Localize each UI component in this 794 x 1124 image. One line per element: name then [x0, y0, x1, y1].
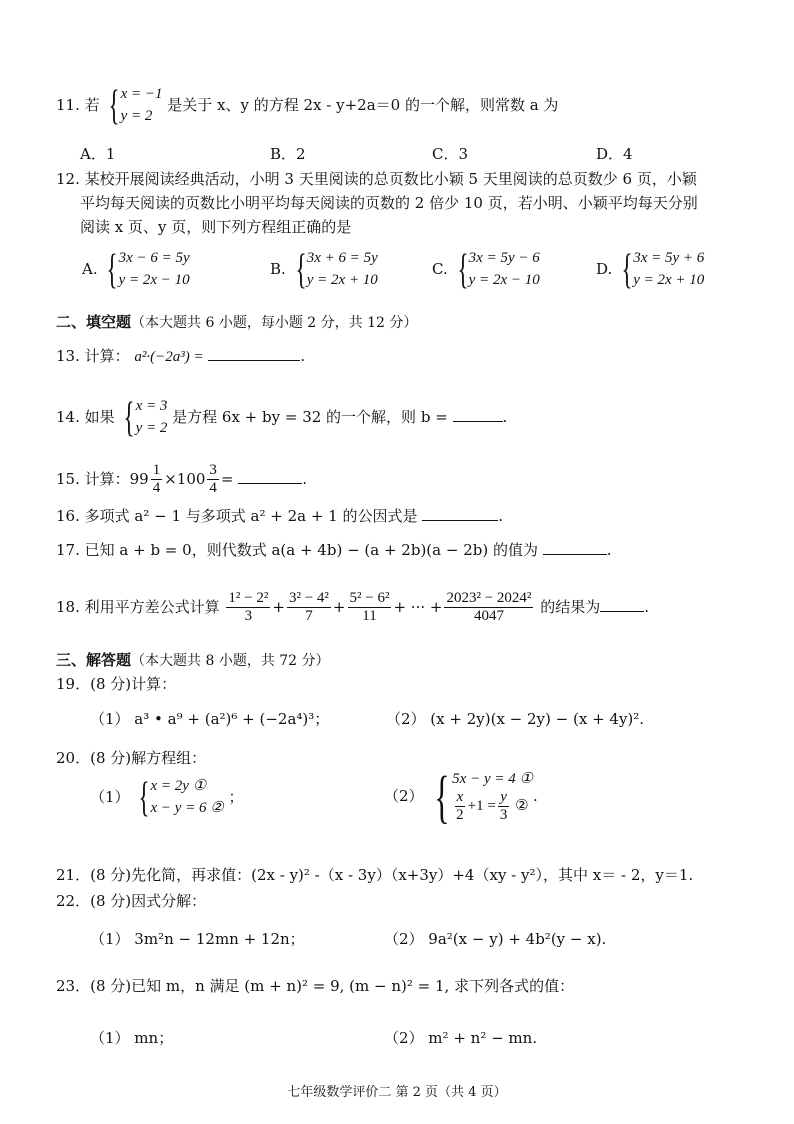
section2-heading	[56, 313, 417, 332]
q18-f1-num: 1² − 2²	[226, 590, 270, 608]
q15-fraction-2	[207, 462, 219, 498]
q14: 14. 如果 { x = 3 y = 2 是方程 6x + by = 32 的一个解，则 b = .	[56, 394, 508, 441]
q23-part1: （1） mn；	[90, 1029, 174, 1047]
section3-heading	[56, 651, 330, 670]
q15-equals: =	[220, 469, 234, 488]
q11-system: { x = −1 y = 2	[108, 82, 163, 129]
q12-option-b	[270, 248, 378, 292]
q18-fraction-4	[444, 590, 533, 626]
q13-prefix: 13. 计算：	[56, 347, 130, 365]
q12-option-c-system: { 3x = 5y − 6 y = 2x − 10	[457, 246, 540, 293]
section3-title: 三、解答题	[56, 651, 132, 669]
page-footer: 七年级数学评价二 第 2 页（共 4 页）	[287, 1085, 507, 1100]
q20-part1	[90, 776, 244, 820]
q15-f1-den: 4	[152, 480, 161, 497]
q15-f1-num: 1	[151, 462, 163, 480]
q16-text: 16. 多项式 a² − 1 与多项式 a² + 2a + 1 的公因式是	[56, 507, 418, 525]
q20-part1-system: { x = 2y ① x − y = 6 ②	[138, 774, 224, 821]
q12-a-eq1: 3x − 6 = 5y	[118, 250, 190, 266]
q15-fraction-1	[151, 462, 163, 498]
q15-mid: ×100	[164, 469, 206, 488]
q20-p1-eq1: x = 2y ①	[150, 778, 207, 794]
q23-head: 23．(8 分)已知 m，n 满足 (m + n)² = 9, (m − n)² = 1, 求下列各式的值：	[56, 977, 575, 995]
q11-option-a: A．1	[80, 145, 116, 163]
q11-text: 是关于 x、y 的方程 2x - y+2a＝0 的一个解，则常数 a 为	[167, 95, 559, 114]
q15-prefix: 15. 计算：99	[56, 469, 149, 488]
q12-line2: 平均每天阅读的页数比小明平均每天阅读的页数的 2 倍少 10 页，若小明、小颖平均每天分别	[80, 194, 698, 212]
q12-option-b-system: { 3x + 6 = 5y y = 2x + 10	[295, 246, 378, 293]
q17-answer-blank[interactable]	[543, 554, 607, 555]
q20-part2	[384, 764, 538, 829]
q20-p2-fx-den: 2	[456, 807, 464, 824]
q20-p2-eq1: 5x − y = 4 ①	[452, 770, 533, 787]
q12-option-a	[82, 248, 190, 292]
q19-part1: （1） a³ • a⁹ + (a²)⁶ + (−2a⁴)³；	[90, 710, 330, 728]
q14-system: { x = 3 y = 2	[123, 394, 168, 441]
q18-f3-den: 11	[362, 608, 377, 625]
q14-text: 是方程 6x + by = 32 的一个解，则 b =	[172, 407, 448, 426]
q21: 21．(8 分)先化简，再求值：(2x - y)² -（x - 3y）（x+3y）+4（xy - y²），其中 x＝ - 2，y＝1.	[56, 866, 694, 884]
q22-part2: （2） 9a²(x − y) + 4b²(y − x).	[384, 930, 607, 948]
q20-head: 20．(8 分)解方程组：	[56, 749, 207, 767]
q13-answer-blank[interactable]	[208, 360, 300, 361]
q20-part2-end: .	[532, 787, 538, 805]
q20-p2-mid: +1 =	[467, 798, 496, 815]
q20-part2-label: （2）	[384, 787, 424, 805]
q12-a-eq2: y = 2x − 10	[118, 271, 190, 288]
q18-fraction-3	[348, 590, 392, 626]
q12-line3: 阅读 x 页、y 页，则下列方程组正确的是	[80, 218, 352, 236]
q20-p2-frac-x	[454, 789, 466, 825]
q12-line1: 12. 某校开展阅读经典活动，小明 3 天里阅读的总页数比小颖 5 天里阅读的总页数少 6 页，小颖	[56, 170, 697, 188]
q18-f4-num: 2023² − 2024²	[444, 590, 533, 608]
q20-p2-eq2	[452, 789, 533, 825]
q11-option-c: C．3	[432, 145, 469, 163]
q20-part1-end: ；	[228, 787, 244, 806]
q11-eq1: x = −1	[120, 86, 163, 102]
q17: 17. 已知 a + b = 0，则代数式 a(a + 4b) − (a + 2b)(a − 2b) 的值为 .	[56, 541, 612, 559]
q14-eq1: x = 3	[135, 398, 168, 414]
q19-head: 19．(8 分)计算：	[56, 675, 177, 693]
q12-option-c-label: C.	[432, 259, 448, 278]
q15-answer-blank[interactable]	[238, 483, 302, 484]
q13: 13. 计算： a²·(−2a³) = .	[56, 347, 306, 365]
q12-c-eq1: 3x = 5y − 6	[468, 250, 540, 266]
q20-part1-label: （1）	[90, 787, 130, 806]
q12-b-eq2: y = 2x + 10	[306, 271, 378, 288]
q16-answer-blank[interactable]	[422, 520, 498, 521]
q18-f4-den: 4047	[473, 608, 504, 625]
q18-suffix: 的结果为	[540, 597, 601, 616]
q18-fraction-1	[226, 590, 270, 626]
q18: 18. 利用平方差公式计算 $\frac{\text{1² − 2²}}{3}$ + $\frac{\text{3² − 4²}}{7}$ + $\frac{\text{5² − 6²}}{11}$ + ··· + $\frac{\text{2023² − 2024²}}{4047}$ 的结果为 .	[56, 590, 649, 625]
q18-f3-num: 5² − 6²	[348, 590, 392, 608]
q11-option-d: D．4	[596, 145, 633, 163]
q11-number: 11. 若	[56, 95, 100, 114]
q22-part1: （1） 3m²n − 12mn + 12n；	[90, 930, 305, 948]
q20-p2-fy-num: y	[498, 789, 509, 807]
q12-c-eq2: y = 2x − 10	[468, 271, 540, 288]
q12-d-eq1: 3x = 5y + 6	[633, 250, 705, 266]
section3-note: （本大题共 8 小题，共 72 分）	[131, 653, 330, 669]
q18-prefix: 18. 利用平方差公式计算	[56, 597, 220, 616]
q18-answer-blank[interactable]	[600, 611, 644, 612]
q11-eq2: y = 2	[120, 107, 153, 124]
q12-option-a-system: { 3x − 6 = 5y y = 2x − 10	[106, 246, 190, 293]
q18-ellipsis: + ··· +	[393, 597, 443, 616]
q22-head: 22．(8 分)因式分解：	[56, 892, 207, 910]
q20-part2-system: { 5x − y = 4 ① $\frac{x}{2}$ +1 = $\frac{y}{3}$ ②	[434, 764, 533, 829]
q12-option-b-label: B.	[270, 259, 286, 278]
q18-f2-den: 7	[305, 608, 313, 625]
q16: 16. 多项式 a² − 1 与多项式 a² + 2a + 1 的公因式是 .	[56, 507, 504, 525]
q17-text: 17. 已知 a + b = 0，则代数式 a(a + 4b) − (a + 2b)(a − 2b) 的值为	[56, 541, 538, 559]
q14-eq2: y = 2	[135, 419, 168, 436]
q18-fraction-2	[287, 590, 331, 626]
q15: 15. 计算：99 $\frac{1}{4}$ ×100 $\frac{3}{4}$ = .	[56, 462, 308, 497]
q20-p2-fy-den: 3	[499, 807, 508, 824]
q12-option-d-system: { 3x = 5y + 6 y = 2x + 10	[621, 246, 705, 293]
q11-option-b: B．2	[270, 145, 306, 163]
q11-stem	[56, 84, 558, 128]
q20-p2-mark: ②	[515, 798, 529, 815]
q12-option-d-label: D.	[596, 259, 613, 278]
q18-f2-num: 3² − 4²	[287, 590, 331, 608]
q12-option-c	[432, 248, 540, 292]
q15-f2-den: 4	[209, 480, 217, 497]
q12-option-d	[596, 248, 704, 292]
q15-f2-num: 3	[207, 462, 219, 480]
q12-b-eq1: 3x + 6 = 5y	[306, 250, 378, 266]
q12-d-eq2: y = 2x + 10	[633, 271, 705, 288]
q20-p2-frac-y	[498, 789, 510, 825]
q23-part2: （2） m² + n² − mn.	[384, 1029, 538, 1047]
q14-prefix: 14. 如果	[56, 407, 115, 426]
q13-expression: a²·(−2a³) =	[134, 349, 204, 365]
q12-option-a-label: A.	[82, 259, 98, 278]
q19-part2: （2） (x + 2y)(x − 2y) − (x + 4y)².	[386, 710, 645, 728]
q20-p1-eq2: x − y = 6 ②	[150, 799, 224, 816]
q18-f1-den: 3	[244, 608, 253, 625]
section2-title: 二、填空题	[56, 313, 132, 331]
q20-p2-fx-num: x	[455, 789, 466, 807]
section2-note: （本大题共 6 小题，每小题 2 分，共 12 分）	[131, 315, 418, 331]
q14-answer-blank[interactable]	[453, 421, 503, 422]
